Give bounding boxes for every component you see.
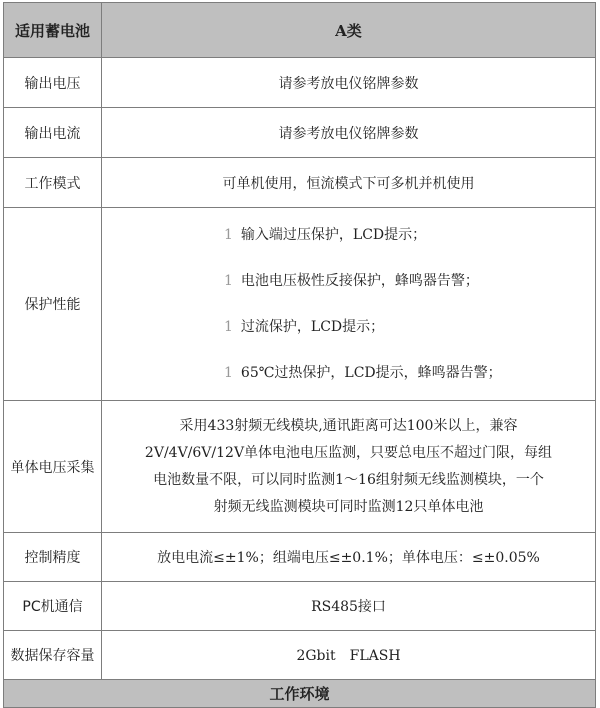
row-label: 保护性能 bbox=[4, 208, 102, 401]
header-label: 适用蓄电池 bbox=[4, 3, 102, 58]
table-row bbox=[4, 401, 596, 533]
list-item bbox=[108, 317, 589, 337]
table-row bbox=[4, 533, 596, 582]
table-row bbox=[4, 58, 596, 108]
row-label: 单体电压采集 bbox=[4, 401, 102, 533]
item-text: 输入端过压保护，LCD提示； bbox=[240, 227, 427, 243]
spec-table bbox=[3, 2, 596, 708]
table-row bbox=[4, 208, 596, 401]
text-line: 射频无线监测模块可同时监测12只单体电池 bbox=[213, 498, 484, 515]
row-label: 工作模式 bbox=[4, 158, 102, 208]
item-text: 过流保护，LCD提示； bbox=[240, 319, 385, 335]
row-value: 请参考放电仪铭牌参数 bbox=[102, 108, 596, 158]
row-label: 输出电压 bbox=[4, 58, 102, 108]
voltage-collection-text bbox=[102, 401, 596, 533]
text-line: 2V/4V/6V/12V单体电池电压监测，只要总电压不超过门限，每组 bbox=[144, 444, 553, 461]
list-item bbox=[108, 225, 589, 245]
section-header-row bbox=[4, 680, 596, 708]
list-item bbox=[108, 363, 589, 383]
text-line: 采用433射频无线模块,通讯距离可达100米以上，兼容 bbox=[179, 417, 518, 434]
row-label: 输出电流 bbox=[4, 108, 102, 158]
table-row bbox=[4, 582, 596, 631]
row-label: 数据保存容量 bbox=[4, 631, 102, 680]
row-value: 请参考放电仪铭牌参数 bbox=[102, 58, 596, 108]
item-number: 1 bbox=[224, 227, 233, 243]
row-value: RS485接口 bbox=[102, 582, 596, 631]
row-label: PC机通信 bbox=[4, 582, 102, 631]
header-value: A类 bbox=[102, 3, 596, 58]
list-item bbox=[108, 271, 589, 291]
text-line: 电池数量不限，可以同时监测1～16组射频无线监测模块，一个 bbox=[153, 471, 544, 488]
table-row bbox=[4, 158, 596, 208]
table-row bbox=[4, 108, 596, 158]
row-value: 可单机使用，恒流模式下可多机并机使用 bbox=[102, 158, 596, 208]
header-row bbox=[4, 3, 596, 58]
item-text: 65℃过热保护，LCD提示，蜂鸣器告警； bbox=[240, 365, 502, 381]
item-number: 1 bbox=[224, 365, 233, 381]
section-title: 工作环境 bbox=[4, 680, 596, 708]
row-label: 控制精度 bbox=[4, 533, 102, 582]
item-number: 1 bbox=[224, 319, 233, 335]
table-row bbox=[4, 631, 596, 680]
row-value: 放电电流≤±1%；组端电压≤±0.1%；单体电压：≤±0.05% bbox=[102, 533, 596, 582]
item-number: 1 bbox=[224, 273, 233, 289]
protection-list bbox=[102, 208, 596, 401]
item-text: 电池电压极性反接保护，蜂鸣器告警； bbox=[240, 273, 479, 289]
row-value: 2Gbit FLASH bbox=[102, 631, 596, 680]
